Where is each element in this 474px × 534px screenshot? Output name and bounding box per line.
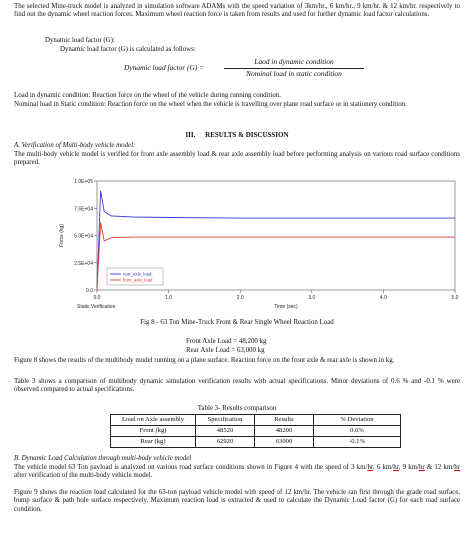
- figure-8-paragraph: Figure 8 shows the results of the multibody model running on a plane surface. Reaction force on the front axle & rear axle is shown in kg.: [14, 357, 395, 364]
- text-run: The vehicle model 63 Ton payload is analyzed on various road surface conditions shown in Figure 4 with the speed of 3 km/: [14, 464, 368, 471]
- dlf-description: Dynamic load factor (G) is calculated as follows:: [60, 46, 196, 53]
- equation-lhs: Dynamic load factor (G) =: [124, 63, 205, 72]
- rear-axle-load: Rear Axle Load = 63,000 kg: [186, 347, 265, 354]
- equation-numerator: Laod in dynamic condition: [254, 57, 334, 66]
- section-title: RESULTS & DISCUSSION: [205, 131, 289, 139]
- definition-dynamic: Load in dynamic condition: Reaction force on the wheel of the vehicle during running condition.: [14, 92, 281, 99]
- intro-paragraph: The selected Mine-truck model is analyzed in simulation software ADAMs with the speed variation of 3km/hr., 6 km/hr., 9 km/hr. & 12 km/hr. respectively to find out the dynamic wheel reaction forces. Maximum wheel reaction force is taken from results and used for further dynamic load factor calculations.: [14, 3, 460, 19]
- table-header-cell: Specification: [196, 415, 255, 426]
- table-row: [111, 426, 401, 437]
- table-header-row: [111, 415, 401, 426]
- legend-label: front_axle_load: [123, 277, 153, 283]
- x-tick-label: 3.0: [308, 295, 316, 301]
- x-tick-label: 5.0: [451, 295, 459, 301]
- table-caption: Table 3- Results comparison: [197, 405, 277, 412]
- figure-caption: Fig 8 - 63 Ton Mine-Truck Front & Rear Single Wheel Reaction Load: [140, 319, 334, 326]
- text-run: hr: [393, 464, 399, 471]
- subsection-b-title: B. Dynamic Load Calculation through multi-body vehicle model: [14, 455, 192, 462]
- text-run: , 9 km/: [398, 464, 419, 471]
- subsection-a-title: A. Verification of Multi-body vehicle model:: [14, 142, 136, 149]
- subsection-b-paragraph-1: [14, 464, 460, 481]
- results-comparison-table: [110, 414, 401, 448]
- corner-label: Static Verification: [77, 304, 116, 310]
- table-cell: 63000: [255, 437, 314, 448]
- table-cell: 0.6%: [314, 426, 401, 437]
- table-row: [111, 437, 401, 448]
- table-cell: 48200: [255, 426, 314, 437]
- x-tick-label: 1.0: [165, 295, 173, 301]
- y-tick-label: 0.0: [86, 288, 93, 294]
- y-tick-label: 5.0E+04: [74, 233, 93, 240]
- legend-label: rear_axle_load: [123, 271, 152, 277]
- table-cell: Rear (kg): [111, 437, 196, 448]
- text-run: & 12 km/: [424, 464, 455, 471]
- table-header-cell: % Deviation: [314, 415, 401, 426]
- table-header-cell: Results: [255, 415, 314, 426]
- y-tick-label: 2.5E+04: [74, 260, 93, 267]
- equation-denominator: Nominal load in static condition: [246, 69, 342, 78]
- y-tick-label: 7.5E+04: [74, 206, 93, 213]
- front-axle-load: Front Axle Load = 48,200 kg: [186, 338, 267, 345]
- section-heading: [0, 131, 474, 139]
- y-axis-label: Force (kg): [59, 224, 65, 247]
- definition-nominal: Nominal load in Static condition: Reaction force on the wheel when the vehicle is travelling over plane road surface or in stationery condition.: [14, 101, 407, 108]
- table-cell: -0.1%: [314, 437, 401, 448]
- subsection-a-text: The multi-body vehicle model is verified for front axle assembly load & rear axle assembly load before performing analysis on various road surface conditions prepared.: [14, 151, 460, 167]
- dlf-heading: Dynamic load factor (G):: [45, 37, 115, 44]
- subsection-b-paragraph-2: Figure 9 shows the reaction load calculated for the 63-ton payload vehicle model with speed of 12 km/hr. The vehicle ran first through the grade road surface, bump surface & path hole surface respectively. Maximum reaction load is extracted & used to calculate the Dynamic Load factor (G) for each road surface condition.: [14, 489, 460, 513]
- dlf-equation: [124, 58, 374, 80]
- table-cell: 48520: [196, 426, 255, 437]
- text-run: hr: [367, 464, 373, 471]
- text-run: hr: [454, 464, 460, 471]
- reaction-load-chart: [55, 172, 465, 317]
- table-cell: Front (kg): [111, 426, 196, 437]
- table-cell: 62920: [196, 437, 255, 448]
- section-number: III.: [185, 131, 196, 139]
- text-run: after verification of the multi-body vehicle model.: [14, 472, 153, 480]
- table-3-paragraph: Table 3 shows a comparison of multibody dynamic simulation verification results with actual specifications. Minor deviations of 0.6 % and -0.1 % were observed compared to actual specifications.: [14, 378, 460, 394]
- text-run: , 6 km/: [372, 464, 394, 471]
- x-axis-label: Time (sec): [274, 304, 298, 310]
- text-run: hr: [418, 464, 425, 471]
- x-tick-label: 2.0: [236, 295, 244, 301]
- x-tick-label: 0.0: [93, 295, 101, 301]
- table-header-cell: Load on Axle assembly: [111, 415, 196, 426]
- y-tick-label: 1.0E+05: [74, 179, 93, 185]
- x-tick-label: 4.0: [379, 295, 387, 301]
